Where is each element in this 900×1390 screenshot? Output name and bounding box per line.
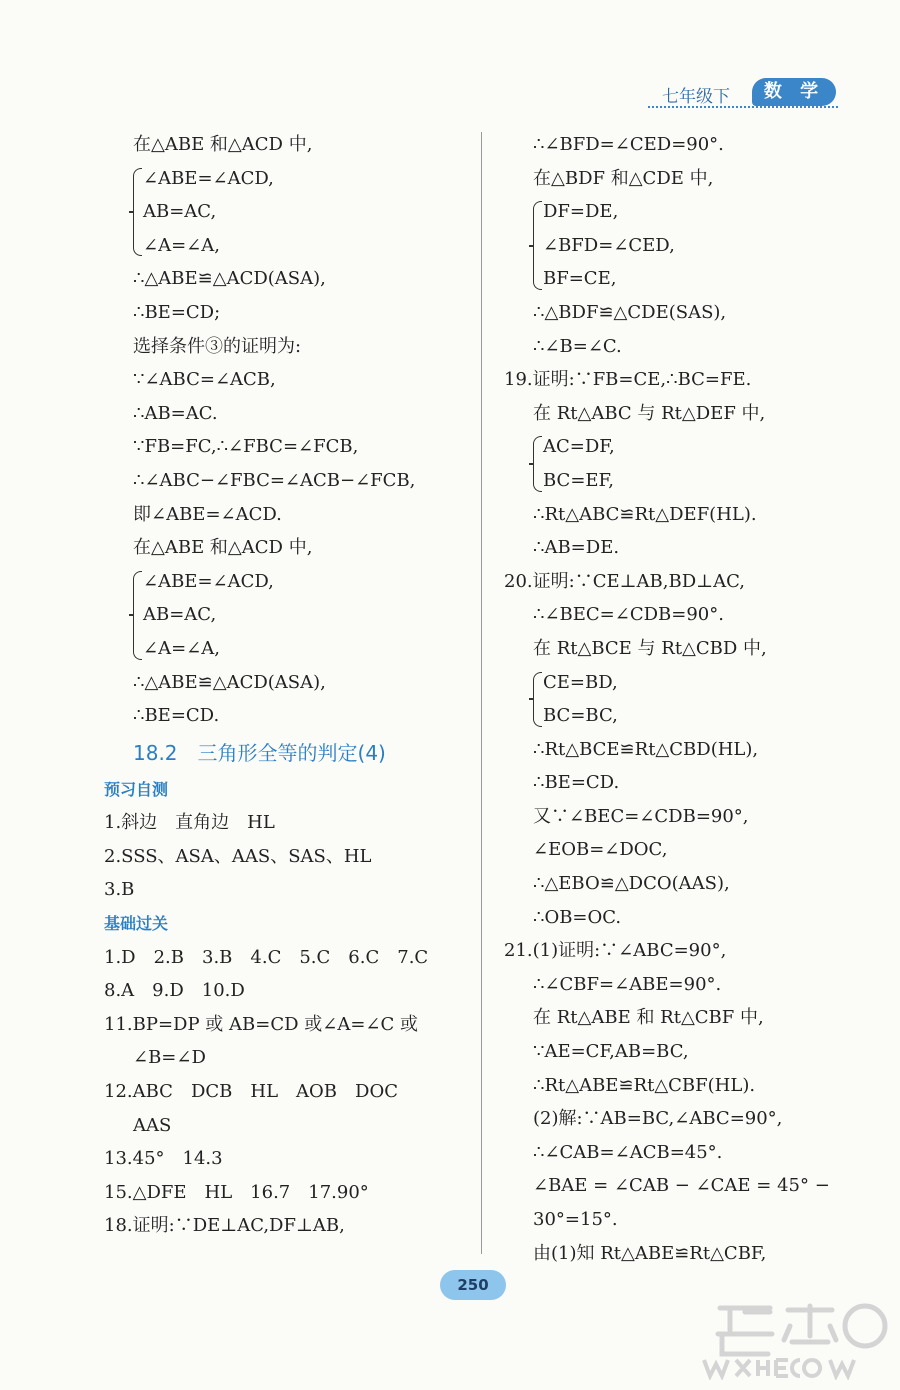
text-line: ∴BE=CD; <box>133 301 221 323</box>
text-line: 30°=15°. <box>533 1209 618 1230</box>
text-line: ∴∠CBF=∠ABE=90°. <box>533 973 722 995</box>
subhead-basic: 基础过关 <box>104 914 169 934</box>
question-head: 21.(1)证明:∵∠ABC=90°, <box>504 940 727 962</box>
text-line: 由(1)知 Rt△ABE≌Rt△CBF, <box>533 1242 767 1264</box>
question-head: 19.证明:∵FB=CE,∴BC=FE. <box>504 369 752 391</box>
subject-badge: 数 学 <box>752 78 836 106</box>
text-line: ∴∠B=∠C. <box>533 335 622 357</box>
text-line: BF=CE, <box>543 268 617 290</box>
text-line: ∴AB=AC. <box>133 402 218 424</box>
brace-icon <box>133 168 142 257</box>
text-line: ∴OB=OC. <box>533 906 622 928</box>
text-line: 在 Rt△ABE 和 Rt△CBF 中, <box>533 1007 764 1029</box>
brace-icon <box>533 201 542 290</box>
text-line: AB=AC, <box>143 604 217 626</box>
text-line: ∠A=∠A, <box>143 637 220 659</box>
answer-line: 15.△DFE HL 16.7 17.90° <box>104 1181 369 1203</box>
text-line: ∴AB=DE. <box>533 537 620 559</box>
site-watermark-logo <box>700 1300 890 1380</box>
answer-line: 8.A 9.D 10.D <box>104 980 245 1002</box>
page-number: 250 <box>440 1270 506 1300</box>
text-line: ∠BFD=∠CED, <box>543 234 675 256</box>
condition-brace-group <box>133 565 470 666</box>
text-line: ∴∠ABC−∠FBC=∠ACB−∠FCB, <box>133 469 416 491</box>
answer-line: 18.证明:∵DE⊥AC,DF⊥AB, <box>104 1215 345 1237</box>
text-line: ∴BE=CD. <box>133 705 220 727</box>
text-line: BC=EF, <box>543 469 614 491</box>
text-line: ∴BE=CD. <box>533 772 620 794</box>
text-line: (2)解:∵AB=BC,∠ABC=90°, <box>533 1108 783 1130</box>
text-line: ∵FB=FC,∴∠FBC=∠FCB, <box>133 436 359 458</box>
brace-icon <box>133 571 142 660</box>
answer-line: 2.SSS、ASA、AAS、SAS、HL <box>104 845 372 867</box>
right-column <box>500 128 860 1270</box>
condition-brace-group <box>533 666 860 733</box>
text-line: ∴∠CAB=∠ACB=45°. <box>533 1141 723 1163</box>
text-line: ∴Rt△ABC≌Rt△DEF(HL). <box>533 503 757 525</box>
text-line: ∴△EBO≌△DCO(AAS), <box>533 873 730 895</box>
text-line: ∴∠BFD=∠CED=90°. <box>533 134 724 155</box>
text-line: ∠ABE=∠ACD, <box>143 570 274 592</box>
text-line: 在 Rt△ABC 与 Rt△DEF 中, <box>533 402 766 424</box>
text-line: DF=DE, <box>543 201 619 223</box>
brace-icon <box>533 436 542 491</box>
header-grade: 七年级下 <box>662 87 730 107</box>
text-line: AC=DF, <box>543 436 615 458</box>
answer-line: ∠B=∠D <box>133 1047 206 1069</box>
text-line: ∴△ABE≌△ACD(ASA), <box>133 671 326 693</box>
text-line: 即∠ABE=∠ACD. <box>133 503 282 525</box>
condition-brace-group <box>533 430 860 497</box>
answer-line: 13.45° 14.3 <box>104 1148 223 1170</box>
text-line: 在△ABE 和△ACD 中, <box>133 134 313 155</box>
condition-brace-group <box>533 195 860 296</box>
answer-line: AAS <box>133 1114 172 1136</box>
text-line: ∠EOB=∠DOC, <box>533 839 668 861</box>
answer-line: 1.斜边 直角边 HL <box>104 812 275 834</box>
section-title: 18.2 三角形全等的判定(4) <box>133 740 386 765</box>
text-line: ∴△BDF≌△CDE(SAS), <box>533 301 727 323</box>
text-line: ∴Rt△ABE≌Rt△CBF(HL). <box>533 1074 756 1096</box>
text-line: 选择条件③的证明为: <box>133 335 302 357</box>
text-line: ∴∠BEC=∠CDB=90°. <box>533 604 724 626</box>
text-line: ∠BAE = ∠CAB − ∠CAE = 45° − <box>533 1175 830 1197</box>
condition-brace-group <box>133 162 470 263</box>
text-line: ∠ABE=∠ACD, <box>143 167 274 189</box>
answer-line: 1.D 2.B 3.B 4.C 5.C 6.C 7.C <box>104 946 429 968</box>
text-line: 在△BDF 和△CDE 中, <box>533 167 714 189</box>
column-divider <box>481 132 482 1254</box>
answer-line: 11.BP=DP 或 AB=CD 或∠A=∠C 或 <box>104 1013 419 1035</box>
answer-line: 3.B <box>104 879 135 901</box>
text-line: ∵∠ABC=∠ACB, <box>133 369 276 391</box>
text-line: BC=BC, <box>543 705 618 727</box>
text-line: 在△ABE 和△ACD 中, <box>133 537 313 559</box>
text-line: ∴△ABE≌△ACD(ASA), <box>133 268 326 290</box>
text-line: ∠A=∠A, <box>143 234 220 256</box>
text-line: 又∵∠BEC=∠CDB=90°, <box>533 805 749 827</box>
text-line: ∵AE=CF,AB=BC, <box>533 1041 689 1063</box>
brace-icon <box>533 672 542 727</box>
left-column <box>100 128 470 1243</box>
text-line: CE=BD, <box>543 671 618 693</box>
subhead-preview: 预习自测 <box>104 779 169 799</box>
text-line: ∴Rt△BCE≌Rt△CBD(HL), <box>533 738 759 760</box>
question-head: 20.证明:∵CE⊥AB,BD⊥AC, <box>504 570 745 592</box>
text-line: AB=AC, <box>143 201 217 223</box>
text-line: 在 Rt△BCE 与 Rt△CBD 中, <box>533 637 767 659</box>
header-dotted-line <box>648 106 838 108</box>
answer-line: 12.ABC DCB HL AOB DOC <box>104 1081 398 1103</box>
